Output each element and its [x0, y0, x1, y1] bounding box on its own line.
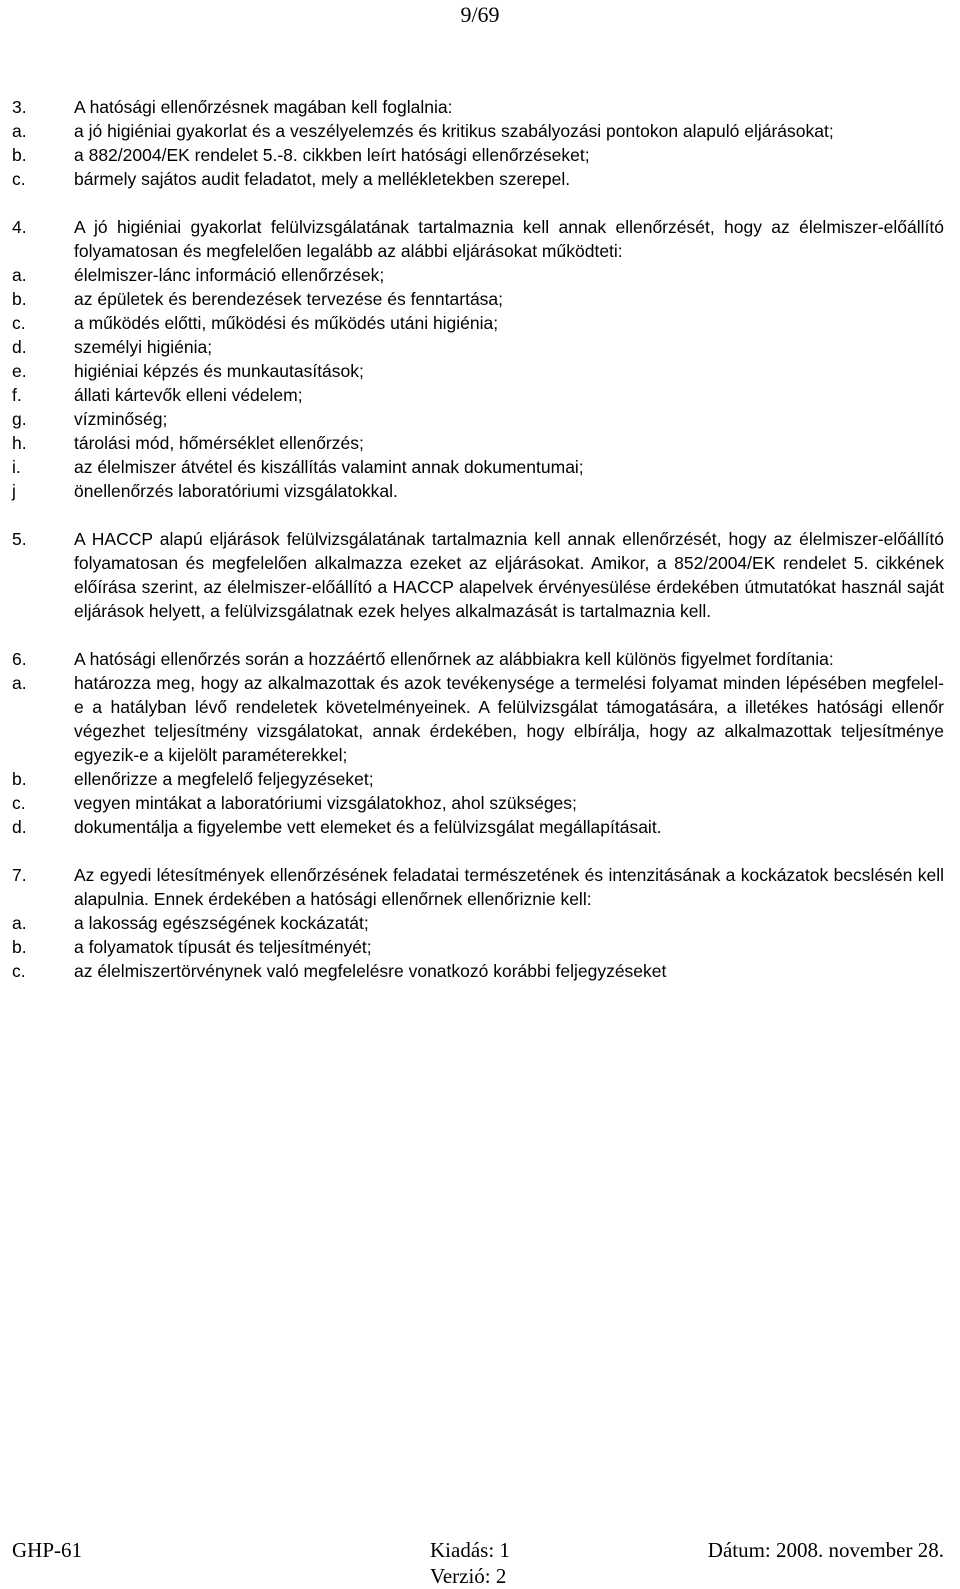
item-text: az élelmiszertörvénynek való megfelelésre vonatkozó korábbi feljegyzéseket	[74, 961, 667, 981]
item-marker: c.	[12, 961, 26, 981]
item-marker: 4.	[12, 217, 27, 237]
list-item	[12, 959, 944, 983]
list-item	[12, 671, 944, 767]
item-text: vegyen mintákat a laboratóriumi vizsgálatokhoz, ahol szükséges;	[74, 793, 577, 813]
item-text: A hatósági ellenőrzés során a hozzáértő ellenőrnek az alábbiakra kell különös figyelmet fordítania:	[74, 649, 834, 669]
section	[12, 527, 944, 623]
item-marker: i.	[12, 457, 21, 477]
list-item	[12, 167, 944, 191]
footer-issue: Kiadás: 1	[430, 1538, 510, 1562]
footer-version: Verzió: 2	[430, 1564, 507, 1588]
item-text: A jó higiéniai gyakorlat felülvizsgálatának tartalmaznia kell annak ellenőrzését, hogy az élelmiszer-előállító folyamatosan és megfelelően legalább az alábbi eljárásokat működteti:	[74, 217, 944, 261]
item-text: dokumentálja a figyelembe vett elemeket és a felülvizsgálat megállapításait.	[74, 817, 662, 837]
footer-date: Dátum: 2008. november 28.	[707, 1538, 944, 1562]
list-item	[12, 455, 944, 479]
list-item	[12, 767, 944, 791]
item-marker: a.	[12, 673, 27, 693]
item-marker: b.	[12, 937, 27, 957]
item-text: Az egyedi létesítmények ellenőrzésének feladatai természetének és intenzitásának a kockázatok becslésén kell alapulnia. Ennek érdekében a hatósági ellenőrnek ellenőriznie kell:	[74, 865, 944, 909]
footer-document-code: GHP-61	[12, 1538, 83, 1562]
item-text: vízminőség;	[74, 409, 168, 429]
list-item	[12, 935, 944, 959]
list-item	[12, 143, 944, 167]
item-text: személyi higiénia;	[74, 337, 213, 357]
section-heading-row	[12, 647, 944, 671]
item-marker: a.	[12, 121, 27, 141]
list-item	[12, 431, 944, 455]
item-text: határozza meg, hogy az alkalmazottak és azok tevékenysége a termelési folyamat minden lépésében megfelel-e a hatályban lévő rendeletek követelményeinek. A felülvizsgálat támogatására, a illetékes hatósági ellenőr végezhet teljesítmény vizsgálatokat, annak érdekében, hogy elbírálja, hogy az alkalmazottak teljesítménye egyezik-e a kijelölt paraméterekkel;	[74, 673, 944, 765]
item-marker: b.	[12, 769, 27, 789]
item-text: a jó higiéniai gyakorlat és a veszélyelemzés és kritikus szabályozási pontokon alapuló eljárásokat;	[74, 121, 834, 141]
page-number: 9/69	[460, 2, 500, 27]
list-item	[12, 311, 944, 335]
section-heading-row	[12, 527, 944, 623]
item-text: tárolási mód, hőmérséklet ellenőrzés;	[74, 433, 364, 453]
item-marker: h.	[12, 433, 27, 453]
list-item	[12, 815, 944, 839]
item-text: önellenőrzés laboratóriumi vizsgálatokkal.	[74, 481, 398, 501]
item-text: bármely sajátos audit feladatot, mely a mellékletekben szerepel.	[74, 169, 571, 189]
item-marker: e.	[12, 361, 27, 381]
list-item	[12, 479, 944, 503]
document-body	[12, 95, 944, 1007]
list-item	[12, 359, 944, 383]
item-text: állati kártevők elleni védelem;	[74, 385, 303, 405]
list-item	[12, 911, 944, 935]
item-marker: c.	[12, 169, 26, 189]
section	[12, 215, 944, 503]
item-text: a működés előtti, működési és működés utáni higiénia;	[74, 313, 499, 333]
section-heading-row	[12, 95, 944, 119]
item-marker: 7.	[12, 865, 27, 885]
section	[12, 95, 944, 191]
item-text: a lakosság egészségének kockázatát;	[74, 913, 369, 933]
item-marker: g.	[12, 409, 27, 429]
item-text: higiéniai képzés és munkautasítások;	[74, 361, 364, 381]
item-marker: 6.	[12, 649, 27, 669]
item-marker: a.	[12, 265, 27, 285]
item-text: ellenőrizze a megfelelő feljegyzéseket;	[74, 769, 374, 789]
item-text: A hatósági ellenőrzésnek magában kell foglalnia:	[74, 97, 453, 117]
item-marker: b.	[12, 289, 27, 309]
item-marker: d.	[12, 817, 27, 837]
list-item	[12, 407, 944, 431]
item-marker: 3.	[12, 97, 27, 117]
item-marker: c.	[12, 313, 26, 333]
item-marker: f.	[12, 385, 22, 405]
list-item	[12, 119, 944, 143]
list-item	[12, 287, 944, 311]
section-heading-row	[12, 215, 944, 263]
section	[12, 647, 944, 839]
item-marker: a.	[12, 913, 27, 933]
item-marker: c.	[12, 793, 26, 813]
list-item	[12, 335, 944, 359]
item-marker: 5.	[12, 529, 27, 549]
section	[12, 863, 944, 983]
item-text: A HACCP alapú eljárások felülvizsgálatának tartalmaznia kell annak ellenőrzését, hogy az élelmiszer-előállító folyamatosan és megfelelően alkalmazza ezeket az eljárásokat. Amikor, a 852/2004/EK rendelet 5. cikkének előírása szerint, az élelmiszer-előállító a HACCP alapelvek érvényesülése érdekében útmutatókat használ saját eljárások helyett, a felülvizsgálatnak ezek helyes alkalmazását is tartalmaznia kell.	[74, 529, 944, 621]
item-text: élelmiszer-lánc információ ellenőrzések;	[74, 265, 385, 285]
item-text: a folyamatok típusát és teljesítményét;	[74, 937, 372, 957]
item-text: az épületek és berendezések tervezése és fenntartása;	[74, 289, 504, 309]
item-marker: d.	[12, 337, 27, 357]
list-item	[12, 263, 944, 287]
list-item	[12, 383, 944, 407]
footer-issue-version	[430, 1537, 510, 1589]
list-item	[12, 791, 944, 815]
page-footer	[0, 1537, 960, 1589]
item-text: az élelmiszer átvétel és kiszállítás valamint annak dokumentumai;	[74, 457, 584, 477]
item-marker: b.	[12, 145, 27, 165]
section-heading-row	[12, 863, 944, 911]
item-marker: j	[12, 481, 16, 501]
item-text: a 882/2004/EK rendelet 5.-8. cikkben leírt hatósági ellenőrzéseket;	[74, 145, 590, 165]
